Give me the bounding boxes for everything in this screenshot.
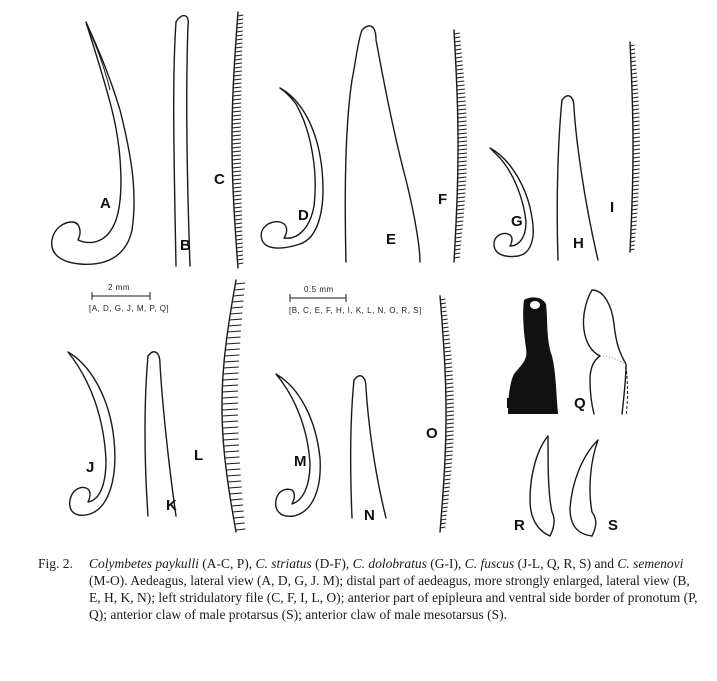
panel-d-aedeagus [261,88,323,248]
caption-species-3: C. dolobratus [352,556,427,571]
panel-n-distal-aedeagus [351,376,386,518]
panel-r-protarsus-claw [530,436,554,536]
label-q: Q [574,395,586,412]
panel-s-mesotarsus-claw [570,440,598,536]
caption-species-1: Colymbetes paykulli [89,556,199,571]
caption-species-2: C. striatus [255,556,312,571]
label-i: I [610,199,615,216]
caption-text-4: (J-L, Q, R, S) and [514,556,618,571]
panel-q-epipleura [583,290,627,416]
panel-c-stridulatory-file [232,12,243,268]
label-c: C [214,171,225,188]
panel-i-stridulatory-file [630,42,640,252]
label-r: R [514,517,525,534]
scale-bar-2mm [89,283,169,313]
panel-m-aedeagus [276,374,321,516]
scale-bar-2mm-panels: [A, D, G, J, M, P, Q] [89,304,170,313]
label-m: M [294,453,307,470]
caption-text-2: (D-F), [311,556,353,571]
caption-species-4: C. fuscus [464,556,515,571]
panel-a-aedeagus [52,22,134,264]
caption-text-3: (G-I), [426,556,465,571]
label-p: P [506,395,517,412]
scale-bar-05mm-length: 0.5 mm [304,285,334,294]
scale-bar-2mm-length: 2 mm [108,283,130,292]
label-l: L [194,447,204,464]
caption-species-5: C. semenovi [617,556,684,571]
label-n: N [364,507,375,524]
label-o: O [426,425,438,442]
caption-text-5: (M-O). Aedeagus, lateral view (A, D, G, J. M); distal part of aedeagus, more strongly enlarged, lateral view (B, E, H, K, N); left stridulatory file (C, F, I, L, O); anterior part of epipleura and ventral side border of pronotum (P, Q); anterior claw of male protarsus (S); anterior claw of male mesotarsus (S). [89,573,698,622]
panel-k-distal-aedeagus [145,352,176,516]
label-j: J [86,459,95,476]
panel-b-distal-aedeagus [174,16,190,266]
label-h: H [573,235,584,252]
label-a: A [100,195,111,212]
caption-text-1: (A-C, P), [198,556,256,571]
label-f: F [438,191,448,208]
label-k: K [166,497,177,514]
label-e: E [386,231,397,248]
label-d: D [298,207,309,224]
panel-j-aedeagus [68,352,115,515]
label-s: S [608,517,619,534]
scale-bar-05mm-panels: [B, C, E, F, H, I, K, L, N, O, R, S] [289,306,422,315]
label-g: G [511,213,523,230]
figure-caption [38,555,698,623]
panel-o-stridulatory-file [440,296,454,532]
panel-g-aedeagus [490,148,533,257]
panel-l-stridulatory-file [222,280,245,532]
panel-e-distal-aedeagus [345,26,420,262]
panel-f-stridulatory-file [454,30,467,262]
caption-figure-label: Fig. 2. [38,556,73,571]
label-b: B [180,237,191,254]
caption-body [89,555,698,623]
scale-bar-05mm [289,285,422,315]
